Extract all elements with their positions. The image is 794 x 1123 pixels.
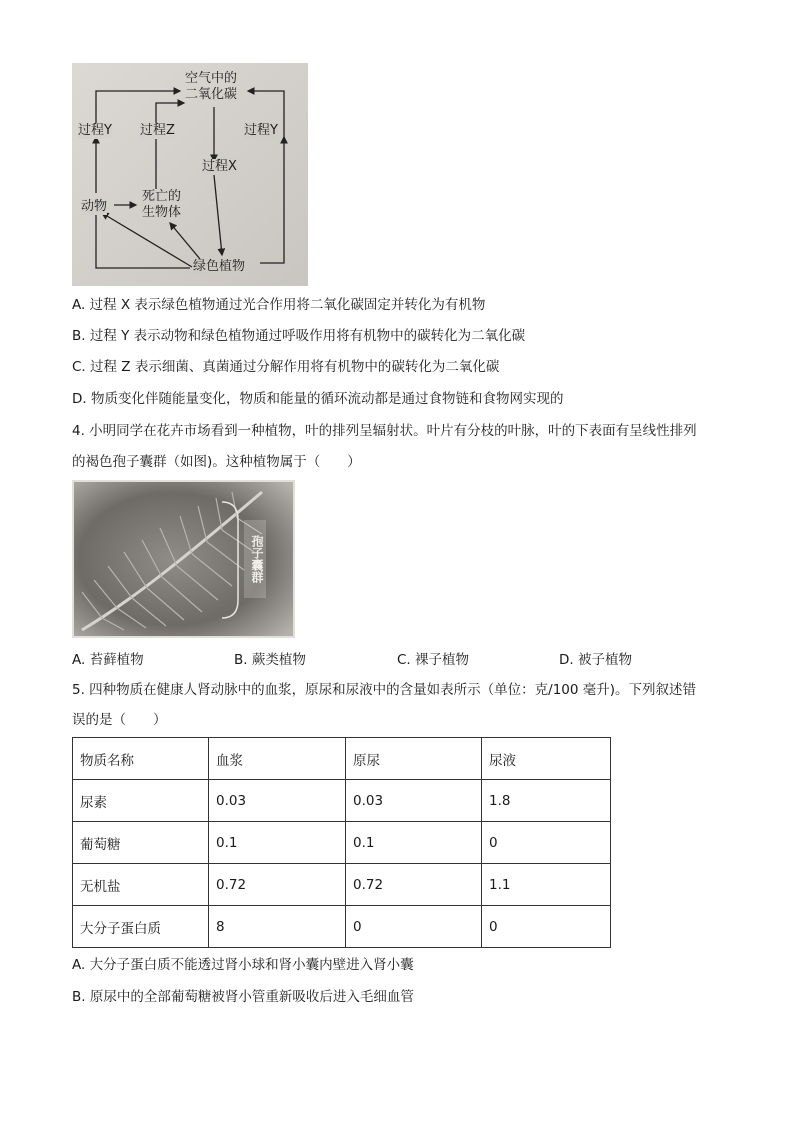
q5-option-a: A. 大分子蛋白质不能透过肾小球和肾小囊内壁进入肾小囊: [72, 957, 414, 973]
q3-option-d: D. 物质变化伴随能量变化，物质和能量的循环流动都是通过食物链和食物网实现的: [72, 391, 564, 407]
q5-option-b: B. 原尿中的全部葡萄糖被肾小管重新吸收后进入毛细血管: [72, 989, 414, 1005]
dead-organisms-label-2: 生物体: [142, 205, 182, 220]
table-cell: 无机盐: [73, 864, 209, 906]
table-cell: 尿素: [73, 780, 209, 822]
substance-content-table: [72, 737, 611, 948]
co2-label-1: 空气中的: [185, 71, 238, 86]
fern-leaf-photo: [72, 480, 295, 638]
q4-option-c: C. 裸子植物: [397, 652, 470, 668]
table-cell: 1.1: [482, 864, 611, 906]
q5-stem-line-1: 5. 四种物质在健康人肾动脉中的血浆，原尿和尿液中的含量如表所示（单位：克/100 毫升)。下列叙述错: [72, 682, 697, 698]
q4-stem-line-1: 4. 小明同学在花卉市场看到一种植物，叶的排列呈辐射状。叶片有分枝的叶脉，叶的下表面有呈线性排列: [72, 423, 697, 439]
table-header-row: [73, 738, 611, 780]
table-cell: 0.03: [209, 780, 346, 822]
dead-organisms-label-1: 死亡的: [142, 189, 182, 204]
table-cell: 葡萄糖: [73, 822, 209, 864]
co2-label-2: 二氧化碳: [185, 87, 238, 102]
process-x-label: 过程X: [202, 159, 237, 174]
table-cell: 8: [209, 906, 346, 948]
process-y-right-label: 过程Y: [244, 123, 278, 138]
table-header-cell: 物质名称: [73, 738, 209, 780]
table-cell: 0.72: [209, 864, 346, 906]
table-cell: 0.03: [346, 780, 482, 822]
table-cell: 大分子蛋白质: [73, 906, 209, 948]
green-plants-label: 绿色植物: [193, 259, 246, 274]
process-y-left-label: 过程Y: [78, 123, 112, 138]
carbon-cycle-diagram: [72, 63, 308, 286]
table-cell: 0.1: [346, 822, 482, 864]
q3-option-c: C. 过程 Z 表示细菌、真菌通过分解作用将有机物中的碳转化为二氧化碳: [72, 359, 500, 375]
q4-option-d: D. 被子植物: [559, 652, 632, 668]
table-row: [73, 906, 611, 948]
q3-option-a: A. 过程 X 表示绿色植物通过光合作用将二氧化碳固定并转化为有机物: [72, 297, 486, 313]
table-row: [73, 822, 611, 864]
table-cell: 0.1: [209, 822, 346, 864]
table-header-cell: 原尿: [346, 738, 482, 780]
process-z-label: 过程Z: [140, 123, 175, 138]
table-header-cell: 血浆: [209, 738, 346, 780]
table-cell: 0: [482, 822, 611, 864]
table-cell: 0.72: [346, 864, 482, 906]
table-row: [73, 780, 611, 822]
q3-option-b: B. 过程 Y 表示动物和绿色植物通过呼吸作用将有机物中的碳转化为二氧化碳: [72, 328, 526, 344]
table-cell: 0: [482, 906, 611, 948]
animals-label: 动物: [81, 199, 108, 214]
table-cell: 1.8: [482, 780, 611, 822]
sporangia-label: 孢子囊群: [244, 520, 266, 598]
q4-stem-line-2: 的褐色孢子囊群（如图)。这种植物属于（ ）: [72, 454, 361, 470]
q4-option-a: A. 苔藓植物: [72, 652, 144, 668]
q5-stem-line-2: 误的是（ ）: [72, 712, 167, 728]
table-cell: 0: [346, 906, 482, 948]
q4-option-b: B. 蕨类植物: [234, 652, 306, 668]
table-header-cell: 尿液: [482, 738, 611, 780]
table-row: [73, 864, 611, 906]
